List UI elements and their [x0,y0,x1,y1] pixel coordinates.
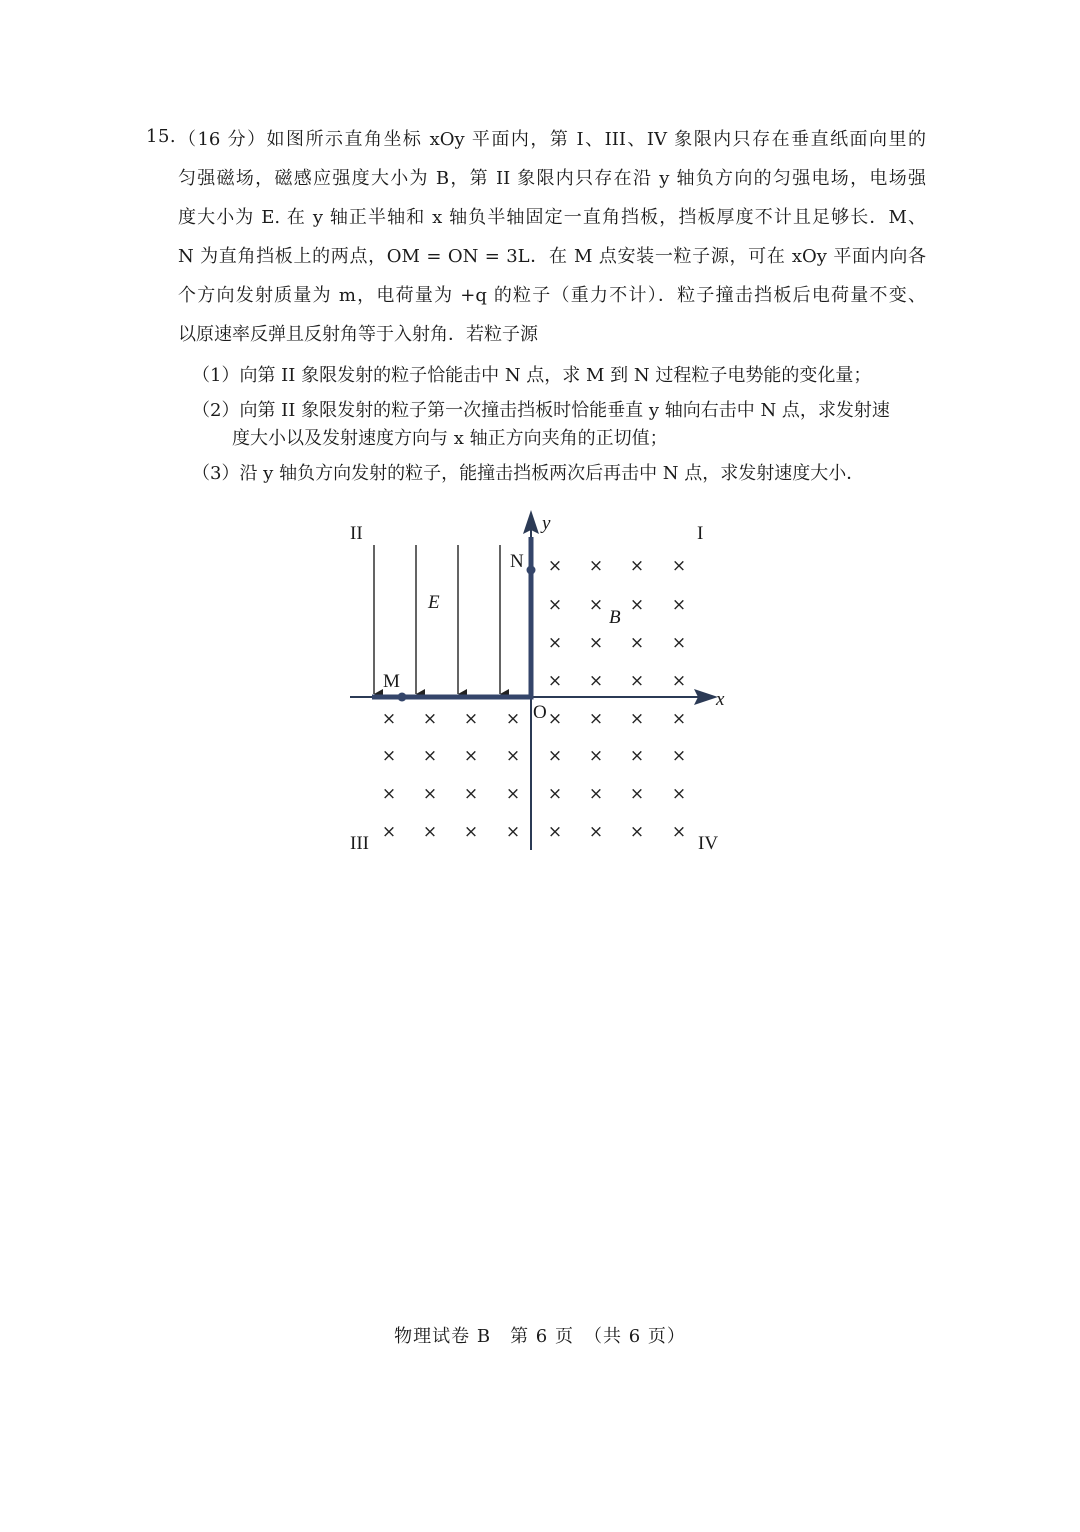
point-m-dot [398,693,407,702]
field-b-label: B [609,607,621,628]
sub-question-text: 向第 II 象限发射的粒子第一次撞击挡板时恰能垂直 y 轴向右击中 N 点，求发射速 [239,400,890,421]
magnetic-field-mark: × [588,595,604,615]
magnetic-field-mark: × [381,709,397,729]
sub-question-label: （2） [192,400,240,421]
quadrant-label-i: I [697,523,704,544]
quadrant-label-iv: IV [698,833,719,854]
magnetic-field-mark: × [588,633,604,653]
magnetic-field-mark: × [671,633,687,653]
sub-question-text: 向第 II 象限发射的粒子恰能击中 N 点，求 M 到 N 过程粒子电势能的变化量； [239,365,872,386]
sub-questions [192,362,932,495]
magnetic-field-mark: × [463,822,479,842]
quadrant-label-iii: III [350,833,369,854]
magnetic-field-mark: × [381,822,397,842]
magnetic-field-mark: × [463,709,479,729]
sub-question-3 [192,460,932,488]
magnetic-field-mark: × [422,784,438,804]
magnetic-field-mark: × [671,784,687,804]
magnetic-field-mark: × [671,709,687,729]
magnetic-field-mark: × [381,784,397,804]
magnetic-field-mark: × [629,709,645,729]
magnetic-field-mark: × [629,784,645,804]
magnetic-field-mark: × [629,822,645,842]
page-footer: 物理试卷 B 第 6 页 （共 6 页） [394,1326,686,1347]
field-e-label: E [428,592,440,613]
magnetic-field-mark: × [422,746,438,766]
magnetic-field-mark: × [505,784,521,804]
magnetic-field-mark: × [547,633,563,653]
sub-question-label: （1） [192,365,240,386]
field-diagram [330,505,740,865]
magnetic-field-mark: × [629,595,645,615]
x-axis-label: x [716,689,725,710]
magnetic-field-mark: × [588,709,604,729]
magnetic-field-mark: × [505,822,521,842]
stem-line: 度大小为 E. 在 y 轴正半轴和 x 轴负半轴固定一直角挡板，挡板厚度不计且足够长．M、 [178,207,926,228]
stem-line: 个方向发射质量为 m，电荷量为 +q 的粒子（重力不计）．粒子撞击挡板后电荷量不变、 [178,285,926,306]
magnetic-field-mark: × [671,595,687,615]
point-m-label: M [383,671,400,692]
sub-question-label: （3） [192,463,240,484]
magnetic-field-mark: × [547,709,563,729]
point-n-dot [527,566,536,575]
sub-question-1 [192,362,932,390]
sub-question-text: 度大小以及发射速度方向与 x 轴正方向夹角的正切值； [232,428,668,449]
stem-line: N 为直角挡板上的两点，OM = ON = 3L．在 M 点安装一粒子源，可在 xOy 平面内向各 [178,246,926,267]
magnetic-field-mark: × [547,671,563,691]
magnetic-field-mark: × [588,784,604,804]
magnetic-field-mark: × [588,671,604,691]
magnetic-field-mark: × [629,633,645,653]
magnetic-field-mark: × [505,746,521,766]
magnetic-field-mark: × [547,822,563,842]
magnetic-field-mark: × [588,746,604,766]
stem-line: 以原速率反弹且反射角等于入射角．若粒子源 [178,324,538,345]
magnetic-field-mark: × [547,595,563,615]
magnetic-field-mark: × [505,709,521,729]
magnetic-field-mark: × [629,746,645,766]
quadrant-label-ii: II [350,523,363,544]
stem-line: 匀强磁场，磁感应强度大小为 B，第 II 象限内只存在沿 y 轴负方向的匀强电场，电场强 [178,168,926,189]
magnetic-field-mark: × [547,784,563,804]
magnetic-field-mark: × [381,746,397,766]
magnetic-field-mark: × [629,556,645,576]
sub-question-text: 沿 y 轴负方向发射的粒子，能撞击挡板两次后再击中 N 点，求发射速度大小． [239,463,865,484]
magnetic-field-mark: × [422,709,438,729]
magnetic-field-mark: × [588,822,604,842]
question-stem [178,126,926,360]
question-number: 15. [146,126,177,147]
origin-label: O [533,702,547,723]
magnetic-field-mark: × [671,556,687,576]
magnetic-field-mark: × [547,556,563,576]
stem-line: （16 分）如图所示直角坐标 xOy 平面内，第 I、III、IV 象限内只存在垂直纸面向里的 [178,129,926,150]
magnetic-field-mark: × [671,671,687,691]
magnetic-field-mark: × [588,556,604,576]
point-n-label: N [510,551,524,572]
magnetic-field-mark: × [671,746,687,766]
magnetic-field-mark: × [547,746,563,766]
magnetic-field-mark: × [422,822,438,842]
magnetic-field-mark: × [463,784,479,804]
sub-question-2 [192,397,932,453]
magnetic-field-mark: × [463,746,479,766]
y-axis-label: y [542,513,551,534]
magnetic-field-mark: × [671,822,687,842]
magnetic-field-mark: × [629,671,645,691]
